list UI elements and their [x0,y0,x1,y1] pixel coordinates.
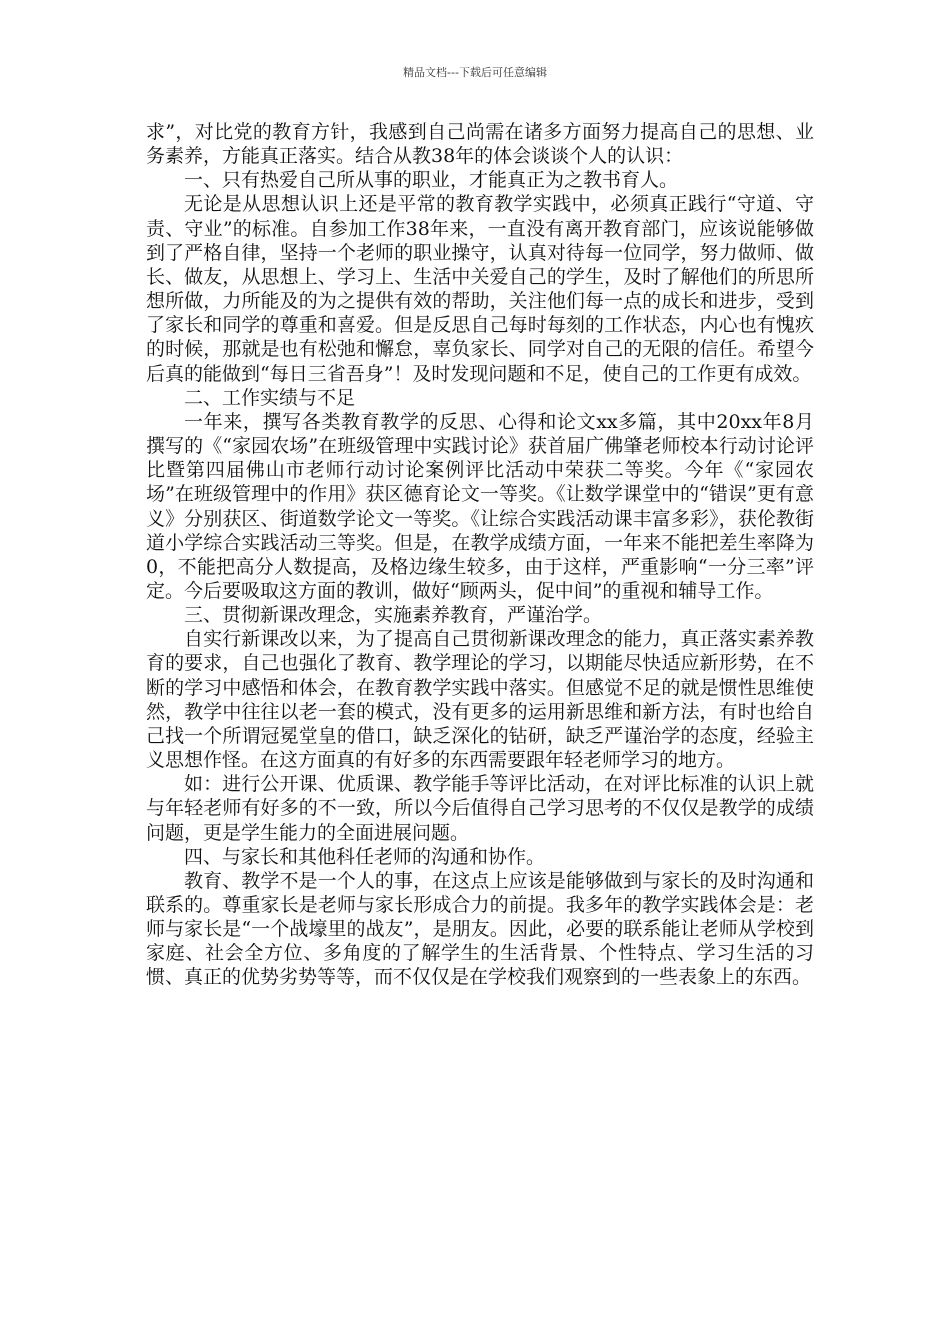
paragraph-continuation: 求”，对比党的教育方针，我感到自己尚需在诸多方面努力提高自己的思想、业务素养，方能真正落实。结合从教38年的体会谈谈个人的认识： [146,121,814,168]
paragraph: 教育、教学不是一个人的事，在这点上应该是能够做到与家长的及时沟通和联系的。尊重家长是老师与家长形成合力的前提。我多年的教学实践体会是：老师与家长是“一个战壕里的战友”，是朋友。因此，必要的联系能让老师从学校到家庭、社会全方位、多角度的了解学生的生活背景、个性特点、学习生活的习惯、真正的优势劣势等等，而不仅仅是在学校我们观察到的一些表象上的东西。 [146,869,814,989]
section-heading-3: 三、贯彻新课改理念，实施素养教育，严谨治学。 [184,604,603,627]
section-heading-1: 一、只有热爱自己所从事的职业，才能真正为之教书育人。 [184,169,679,192]
section-heading-2: 二、工作实绩与不足 [184,386,356,409]
paragraph: 一年来，撰写各类教育教学的反思、心得和论文xx多篇，其中20xx年8月撰写的《“家园农场”在班级管理中实践讨论》获首届广佛肇老师校本行动讨论评比暨第四届佛山市老师行动讨论案例评比活动中荣获二等奖。今年《“家园农场”在班级管理中的作用》获区德育论文一等奖。《让数学课堂中的“错误”更有意义》分别获区、街道数学论文一等奖。《让综合实践活动课丰富多彩》，获伦教街道小学综合实践活动三等奖。但是，在教学成绩方面，一年来不能把差生率降为0，不能把高分人数提高，及格边缘生较多，由于这样，严重影响“一分三率”评定。今后要吸取这方面的教训，做好“顾两头，促中间”的重视和辅导工作。 [146,410,814,602]
paragraph: 自实行新课改以来，为了提高自己贯彻新课改理念的能力，真正落实素养教育的要求，自己也强化了教育、教学理论的学习，以期能尽快适应新形势，在不断的学习中感悟和体会，在教育教学实践中落实。但感觉不足的就是惯性思维使然，教学中往往以老一套的模式，没有更多的运用新思维和新方法，有时也给自己找一个所谓冠冕堂皇的借口，缺乏深化的钻研，缺乏严谨治学的态度，经验主义思想作怪。在这方面真的有好多的东西需要跟年轻老师学习的地方。 [146,628,814,772]
document-body [146,120,814,990]
paragraph: 无论是从思想认识上还是平常的教育教学实践中，必须真正践行“守道、守责、守业”的标准。自参加工作38年来，一直没有离开教育部门，应该说能够做到了严格自律，坚持一个老师的职业操守，认真对待每一位同学，努力做师、做长、做友，从思想上、学习上、生活中关爱自己的学生，及时了解他们的所思所想所做，力所能及的为之提供有效的帮助，关注他们每一点的成长和进步，受到了家长和同学的尊重和喜爱。但是反思自己每时每刻的工作状态，内心也有愧疚的时候，那就是也有松弛和懈怠，辜负家长、同学对自己的无限的信任。希望今后真的能做到“每日三省吾身”！及时发现问题和不足，使自己的工作更有成效。 [146,193,814,385]
page-header-watermark: 精品文档---下载后可任意编辑 [403,66,547,79]
section-heading-4: 四、与家长和其他科任老师的沟通和协作。 [184,845,546,868]
paragraph: 如：进行公开课、优质课、教学能手等评比活动，在对评比标准的认识上就与年轻老师有好多的不一致，所以今后值得自己学习思考的不仅仅是教学的成绩问题，更是学生能力的全面进展问题。 [146,773,814,844]
